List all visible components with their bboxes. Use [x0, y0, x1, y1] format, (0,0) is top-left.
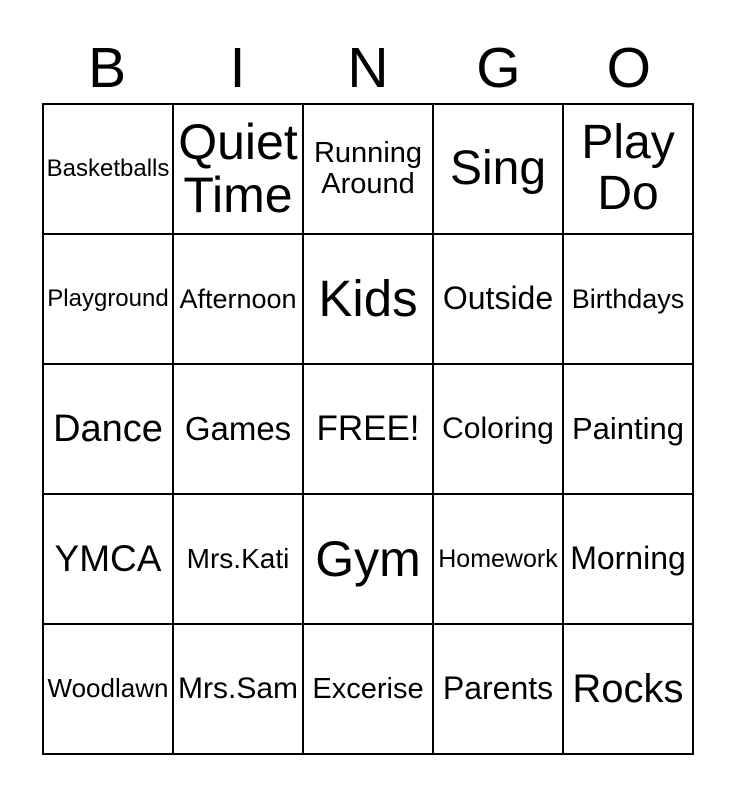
- bingo-cell[interactable]: Sing: [434, 105, 564, 235]
- bingo-cell[interactable]: Play Do: [564, 105, 694, 235]
- bingo-cell[interactable]: Woodlawn: [44, 625, 174, 755]
- bingo-cell[interactable]: Homework: [434, 495, 564, 625]
- bingo-cell[interactable]: Excerise: [304, 625, 434, 755]
- bingo-cell[interactable]: Painting: [564, 365, 694, 495]
- bingo-cell[interactable]: Mrs.Sam: [174, 625, 304, 755]
- bingo-cell[interactable]: Basketballs: [44, 105, 174, 235]
- bingo-cell[interactable]: YMCA: [44, 495, 174, 625]
- header-letter-n: N: [347, 36, 389, 100]
- bingo-cell[interactable]: Playground: [44, 235, 174, 365]
- bingo-cell[interactable]: Games: [174, 365, 304, 495]
- bingo-cell[interactable]: Afternoon: [174, 235, 304, 365]
- bingo-cell[interactable]: Coloring: [434, 365, 564, 495]
- bingo-header: [42, 0, 694, 103]
- bingo-cell[interactable]: Morning: [564, 495, 694, 625]
- bingo-cell[interactable]: Kids: [304, 235, 434, 365]
- bingo-cell[interactable]: Running Around: [304, 105, 434, 235]
- bingo-cell[interactable]: Quiet Time: [174, 105, 304, 235]
- header-letter-b: B: [88, 36, 127, 100]
- bingo-card: [42, 0, 694, 755]
- header-letter-o: O: [606, 36, 651, 100]
- bingo-cell[interactable]: Dance: [44, 365, 174, 495]
- bingo-cell[interactable]: Gym: [304, 495, 434, 625]
- bingo-cell[interactable]: Parents: [434, 625, 564, 755]
- bingo-cell[interactable]: Mrs.Kati: [174, 495, 304, 625]
- header-letter-g: G: [476, 36, 521, 100]
- bingo-cell-free[interactable]: FREE!: [304, 365, 434, 495]
- bingo-cell[interactable]: Rocks: [564, 625, 694, 755]
- bingo-cell[interactable]: Outside: [434, 235, 564, 365]
- bingo-cell[interactable]: Birthdays: [564, 235, 694, 365]
- bingo-grid: [42, 103, 694, 755]
- header-letter-i: I: [229, 36, 246, 100]
